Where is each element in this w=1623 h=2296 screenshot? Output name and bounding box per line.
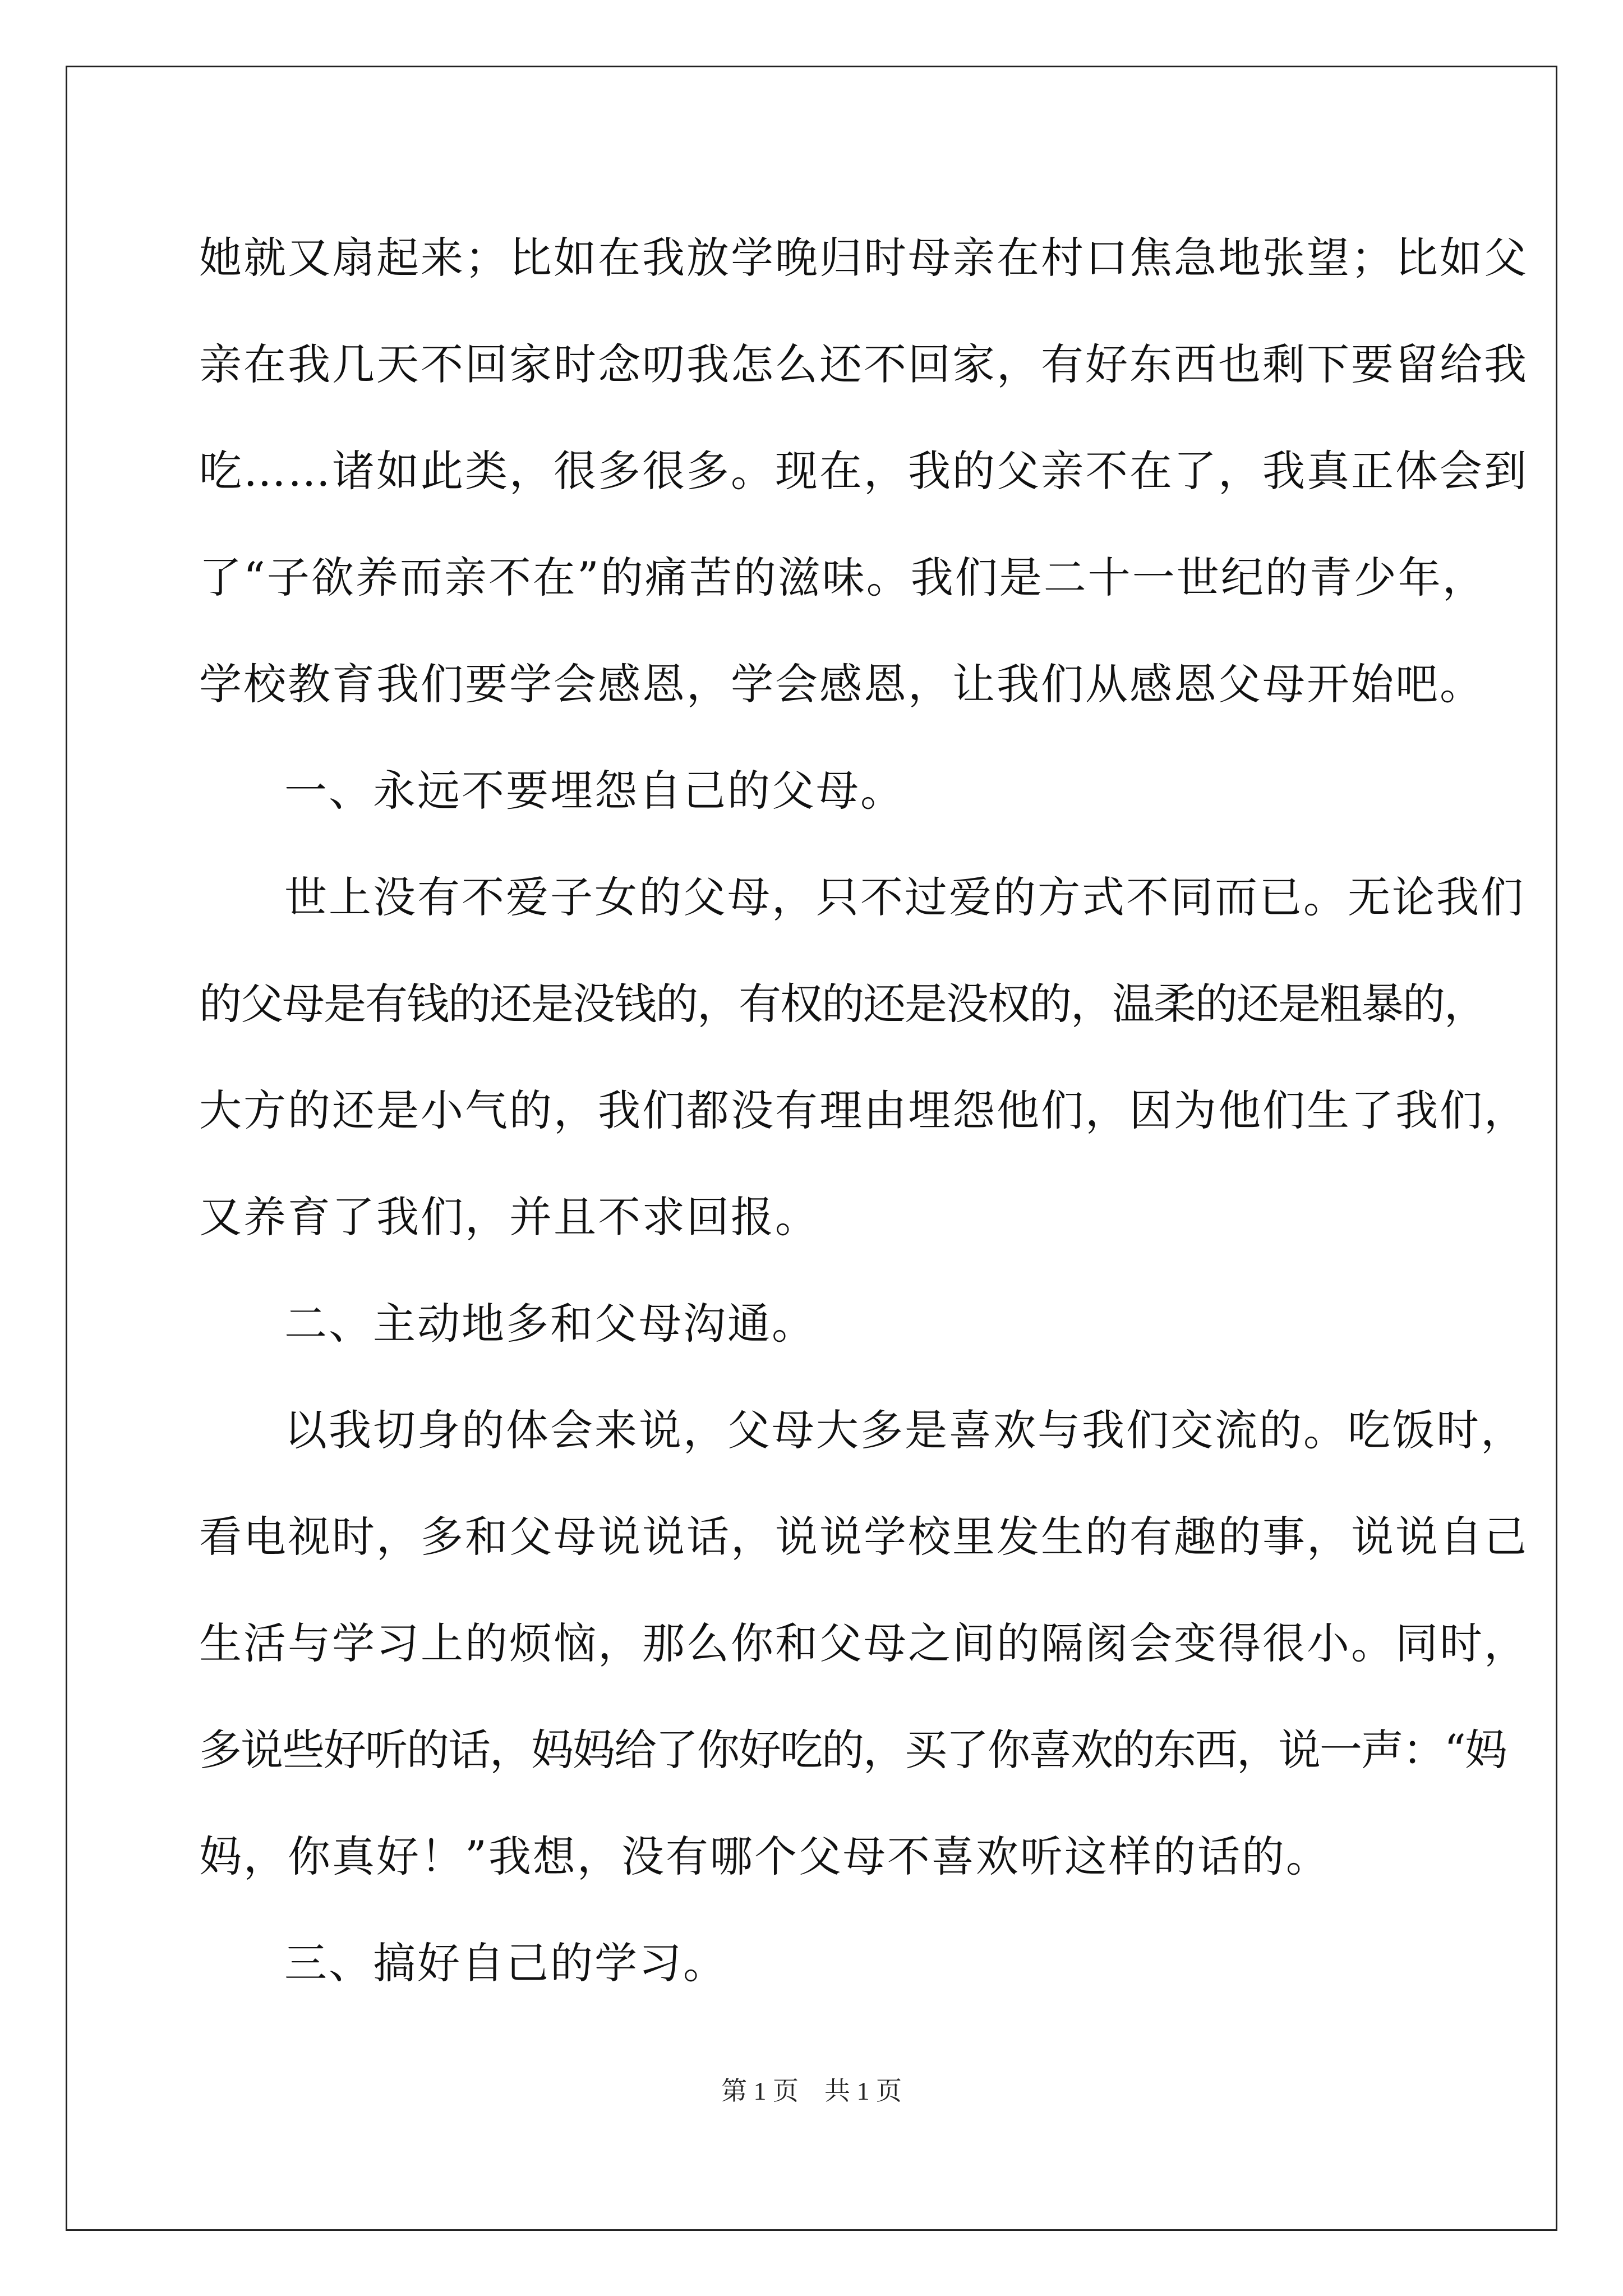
footer-spacer: [799, 2077, 824, 2105]
text-line: 大方的还是小气的，我们都没有理由埋怨他们，因为他们生了我们，: [199, 1085, 1528, 1135]
section-heading: 二、主动地多和父母沟通。: [284, 1299, 816, 1349]
text-line: 又养育了我们，并且不求回报。: [199, 1192, 819, 1242]
section-heading: 三、搞好自己的学习。: [284, 1938, 727, 1988]
text-line: 她就又扇起来；比如在我放学晚归时母亲在村口焦急地张望；比如父: [199, 233, 1528, 283]
text-line: 吃……诸如此类，很多很多。现在，我的父亲不在了，我真正体会到: [199, 446, 1528, 496]
text-line: 妈，你真好！”我想，没有哪个父母不喜欢听这样的话的。: [199, 1832, 1330, 1881]
text-line: 学校教育我们要学会感恩，学会感恩，让我们从感恩父母开始吧。: [199, 659, 1484, 709]
text-line: 世上没有不爱子女的父母，只不过爱的方式不同而已。无论我们: [284, 872, 1525, 922]
text-line: 多说些好听的话，妈妈给了你好吃的，买了你喜欢的东西，说一声：“妈: [199, 1725, 1506, 1775]
document-body: [199, 224, 1528, 2036]
text-line: 了“子欲养而亲不在”的痛苦的滋味。我们是二十一世纪的青少年，: [199, 553, 1487, 602]
page-total: 共 1 页: [824, 2077, 902, 2105]
text-line: 生活与学习上的烦恼，那么你和父母之间的隔阂会变得很小。同时，: [199, 1618, 1528, 1668]
text-line: 的父母是有钱的还是没钱的，有权的还是没权的，温柔的还是粗暴的，: [199, 979, 1486, 1029]
text-line: 以我切身的体会来说，父母大多是喜欢与我们交流的。吃饭时，: [284, 1405, 1525, 1455]
section-heading: 一、永远不要埋怨自己的父母。: [284, 766, 905, 816]
text-line: 看电视时，多和父母说说话，说说学校里发生的有趣的事，说说自己: [199, 1512, 1528, 1562]
page-footer: [0, 2074, 1623, 2108]
page-number: 第 1 页: [721, 2077, 799, 2105]
text-line: 亲在我几天不回家时念叨我怎么还不回家，有好东西也剩下要留给我: [199, 339, 1528, 389]
